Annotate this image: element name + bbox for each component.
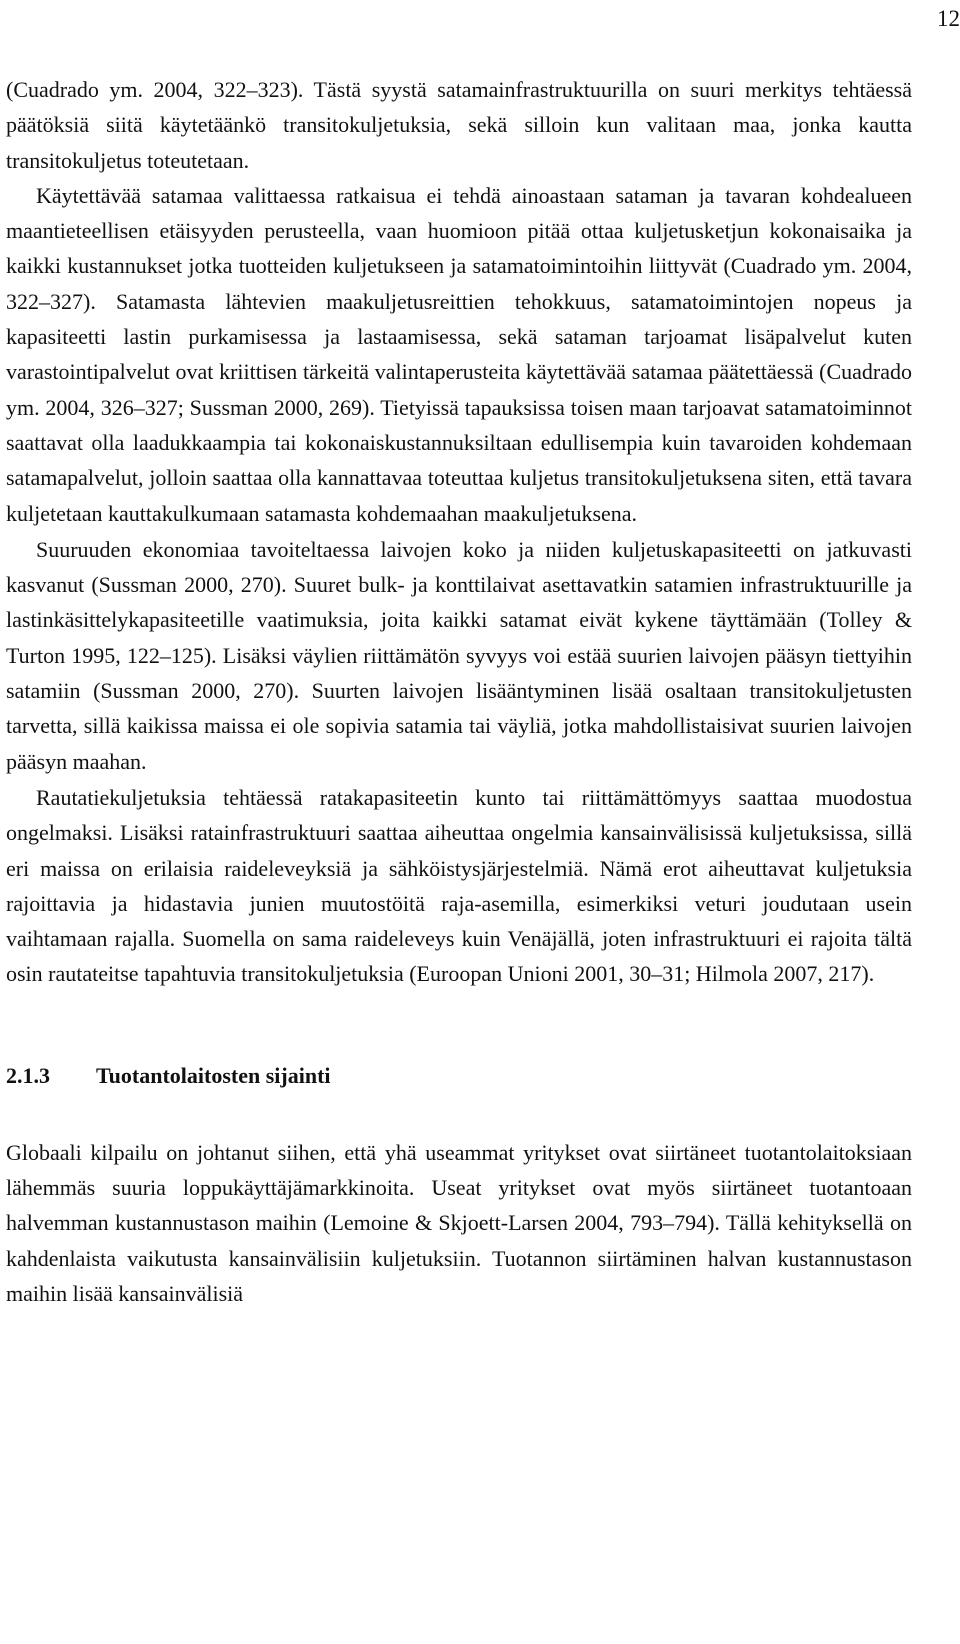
paragraph-4: Rautatiekuljetuksia tehtäessä ratakapasiteetin kunto tai riittämättömyys saattaa muodostua ongelmaksi. Lisäksi ratainfrastruktuuri saattaa aiheuttaa ongelmia kansainvälisissä kuljetuksissa, sillä eri maissa on erilaisia raideleveyksiä ja sähköistysjärjestelmiä. Nämä erot aiheuttavat kuljetuksia rajoittavia ja hidastavia junien muutostöitä raja-asemilla, esimerkiksi veturi joudutaan usein vaihtamaan rajalla. Suomella on sama raideleveys kuin Venäjällä, joten infrastruktuuri ei rajoita tältä osin rautateitse tapahtuvia transitokuljetuksia (Euroopan Unioni 2001, 30–31; Hilmola 2007, 217).	[6, 784, 912, 987]
paragraph-5: Globaali kilpailu on johtanut siihen, että yhä useammat yritykset ovat siirtäneet tuotantolaitoksiaan lähemmäs suuria loppukäyttäjämarkkinoita. Useat yritykset ovat myös siirtäneet tuotantoaan halvemman kustannustason maihin (Lemoine & Skjoett-Larsen 2004, 793–794). Tällä kehityksellä on kahdenlaista vaikutusta kansainvälisiin kuljetuksiin. Tuotannon siirtäminen halvan kustannustason maihin lisää kansainvälisiä	[6, 1139, 912, 1306]
page-number: 12	[937, 6, 960, 31]
section-title: Tuotantolaitosten sijainti	[96, 1062, 331, 1088]
section-number: 2.1.3	[6, 1062, 50, 1088]
section-heading	[6, 1058, 912, 1093]
paragraph-2: Käytettävää satamaa valittaessa ratkaisua ei tehdä ainoastaan sataman ja tavaran kohdealueen maantieteellisen etäisyyden perusteella, vaan huomioon pitää ottaa kuljetusketjun kokonaisaika ja kaikki kustannukset jotka tuotteiden kuljetukseen ja satamatoimintoihin liittyvät (Cuadrado ym. 2004, 322–327). Satamasta lähtevien maakuljetusreittien tehokkuus, satamatoimintojen nopeus ja kapasiteetti lastin purkamisessa ja lastaamisessa, sekä sataman tarjoamat lisäpalvelut kuten varastointipalvelut ovat kriittisen tärkeitä valintaperusteita käytettävää satamaa päätettäessä (Cuadrado ym. 2004, 326–327; Sussman 2000, 269). Tietyissä tapauksissa toisen maan tarjoavat satamatoiminnot saattavat olla laadukkaampia tai kokonaiskustannuksiltaan edullisempia kuin tavaroiden kohdemaan satamapalvelut, jolloin saattaa olla kannattavaa toteuttaa kuljetus transitokuljetuksena siten, että tavara kuljetetaan kauttakulkumaan satamasta kohdemaahan maakuljetuksena.	[6, 182, 912, 526]
paragraph-1: (Cuadrado ym. 2004, 322–323). Tästä syystä satamainfrastruktuurilla on suuri merkitys tehtäessä päätöksiä siitä käytetäänkö transitokuljetuksia, sekä silloin kun valitaan maa, jonka kautta transitokuljetus toteutetaan.	[6, 77, 912, 173]
document-body	[6, 72, 912, 1311]
paragraph-3: Suuruuden ekonomiaa tavoiteltaessa laivojen koko ja niiden kuljetuskapasiteetti on jatkuvasti kasvanut (Sussman 2000, 270). Suuret bulk- ja konttilaivat asettavatkin satamien infrastruktuurille ja lastinkäsittelykapasiteetille vaatimuksia, joita kaikki satamat eivät kykene täyttämään (Tolley & Turton 1995, 122–125). Lisäksi väylien riittämätön syvyys voi estää suurien laivojen pääsyn tiettyihin satamiin (Sussman 2000, 270). Suurten laivojen lisääntyminen lisää osaltaan transitokuljetusten tarvetta, sillä kaikissa maissa ei ole sopivia satamia tai väyliä, jotka mahdollistaisivat suurien laivojen pääsyn maahan.	[6, 536, 912, 774]
